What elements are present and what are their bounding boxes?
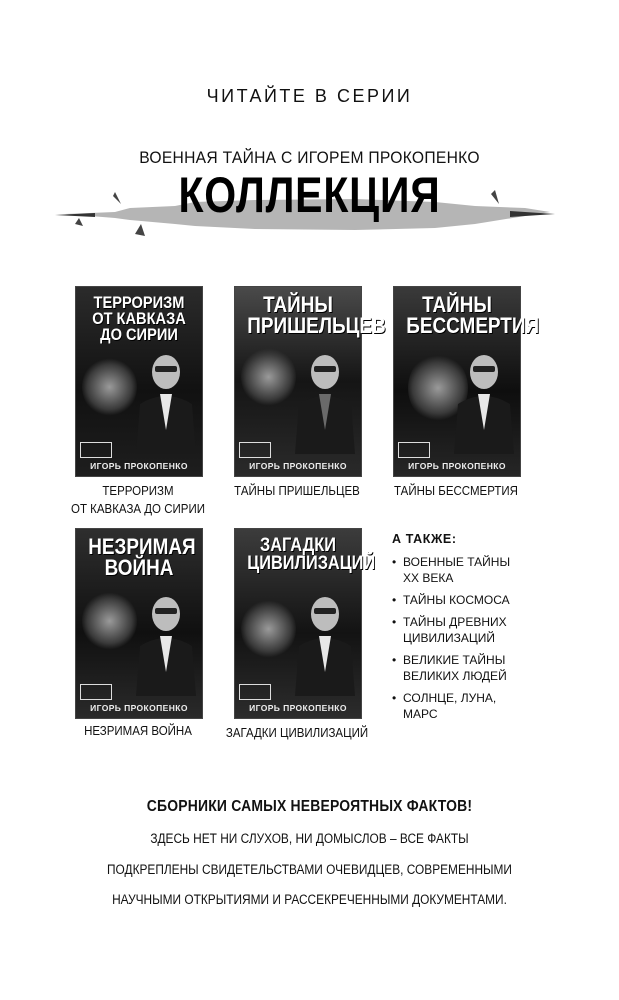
book-cover xyxy=(393,286,540,477)
caption-line: ТАЙНЫ ПРИШЕЛЬЦЕВ xyxy=(234,484,360,498)
series-heading: ЧИТАЙТЕ В СЕРИИ xyxy=(206,86,413,106)
footer-heading: СБОРНИКИ САМЫХ НЕВЕРОЯТНЫХ ФАКТОВ! xyxy=(146,798,473,815)
list-item xyxy=(392,592,532,608)
series-logo-icon xyxy=(80,684,112,700)
list-item xyxy=(392,554,532,586)
author-photo-icon xyxy=(289,586,355,696)
series-name: ВОЕННАЯ ТАЙНА С ИГОРЕМ ПРОКОПЕНКО xyxy=(139,148,480,167)
bullet-icon: • xyxy=(392,615,397,629)
book-cover xyxy=(75,528,203,719)
cover-author: ИГОРЬ ПРОКОПЕНКО xyxy=(90,703,188,713)
book-caption xyxy=(221,482,374,500)
author-photo-icon xyxy=(289,344,355,454)
caption-line: НЕЗРИМАЯ ВОЙНА xyxy=(84,724,192,738)
bullet-icon: • xyxy=(392,593,397,607)
list-item-line: XX ВЕКА xyxy=(403,571,454,585)
cover-title: НЕЗРИМАЯ ВОЙНА xyxy=(88,534,196,580)
collection-title: КОЛЛЕКЦИЯ xyxy=(178,167,441,223)
cover-author: ИГОРЬ ПРОКОПЕНКО xyxy=(408,461,506,471)
list-item-line: ЦИВИЛИЗАЦИЙ xyxy=(403,631,496,645)
caption-line: ТЕРРОРИЗМ xyxy=(102,484,174,498)
book-cover xyxy=(75,286,203,477)
book-caption xyxy=(380,482,533,500)
cover-title: ТАЙНЫ ПРИШЕЛЬЦЕВ xyxy=(247,292,386,338)
cover-title: ТАЙНЫ БЕССМЕРТИЯ xyxy=(406,292,540,338)
series-logo-icon xyxy=(398,442,430,458)
book-caption xyxy=(62,482,215,518)
cover-decoration xyxy=(82,591,137,651)
list-item xyxy=(392,652,532,684)
list-item xyxy=(392,690,532,722)
cover-decoration xyxy=(82,357,137,417)
cover-decoration xyxy=(241,347,296,407)
bullet-icon: • xyxy=(392,691,397,705)
footer-line: НАУЧНЫМИ ОТКРЫТИЯМИ И РАССЕКРЕЧЕННЫМИ ДОКУМЕНТАМИ. xyxy=(112,892,507,907)
footer-line: ЗДЕСЬ НЕТ НИ СЛУХОВ, НИ ДОМЫСЛОВ – ВСЕ ФАКТЫ xyxy=(150,831,469,846)
series-logo-icon xyxy=(239,442,271,458)
book-cover xyxy=(234,286,386,477)
author-photo-icon xyxy=(130,344,196,454)
list-item-line: ВЕЛИКИХ ЛЮДЕЙ xyxy=(403,669,507,683)
list-item-line: ТАЙНЫ ДРЕВНИХ xyxy=(403,615,507,629)
cover-author: ИГОРЬ ПРОКОПЕНКО xyxy=(249,703,347,713)
author-photo-icon xyxy=(130,586,196,696)
caption-line: ЗАГАДКИ ЦИВИЛИЗАЦИЙ xyxy=(225,726,369,740)
cover-title: ЗАГАДКИ ЦИВИЛИЗАЦИЙ xyxy=(247,535,376,575)
footer-line: ПОДКРЕПЛЕНЫ СВИДЕТЕЛЬСТВАМИ ОЧЕВИДЦЕВ, СОВРЕМЕННЫМИ xyxy=(107,862,512,877)
list-item-line: ТАЙНЫ КОСМОСА xyxy=(403,593,510,607)
book-caption xyxy=(62,722,215,740)
book-cover xyxy=(234,528,376,719)
bullet-icon: • xyxy=(392,555,397,569)
also-list xyxy=(392,554,532,722)
cover-title: ТЕРРОРИЗМ ОТ КАВКАЗА ДО СИРИИ xyxy=(92,293,186,345)
caption-line: ТАЙНЫ БЕССМЕРТИЯ xyxy=(394,484,518,498)
bullet-icon: • xyxy=(392,653,397,667)
list-item-line: ВЕЛИКИЕ ТАЙНЫ xyxy=(403,653,506,667)
series-logo-icon xyxy=(80,442,112,458)
cover-decoration xyxy=(241,599,296,659)
also-list-section xyxy=(392,532,532,728)
cover-author: ИГОРЬ ПРОКОПЕНКО xyxy=(249,461,347,471)
cover-author: ИГОРЬ ПРОКОПЕНКО xyxy=(90,461,188,471)
series-logo-icon xyxy=(239,684,271,700)
list-item-line: СОЛНЦЕ, ЛУНА, МАРС xyxy=(403,691,497,721)
book-caption xyxy=(221,724,374,742)
also-title: А ТАКЖЕ: xyxy=(392,532,457,546)
list-item-line: ВОЕННЫЕ ТАЙНЫ xyxy=(403,555,511,569)
caption-line: ОТ КАВКАЗА ДО СИРИИ xyxy=(71,502,205,516)
author-photo-icon xyxy=(448,344,514,454)
list-item xyxy=(392,614,532,646)
